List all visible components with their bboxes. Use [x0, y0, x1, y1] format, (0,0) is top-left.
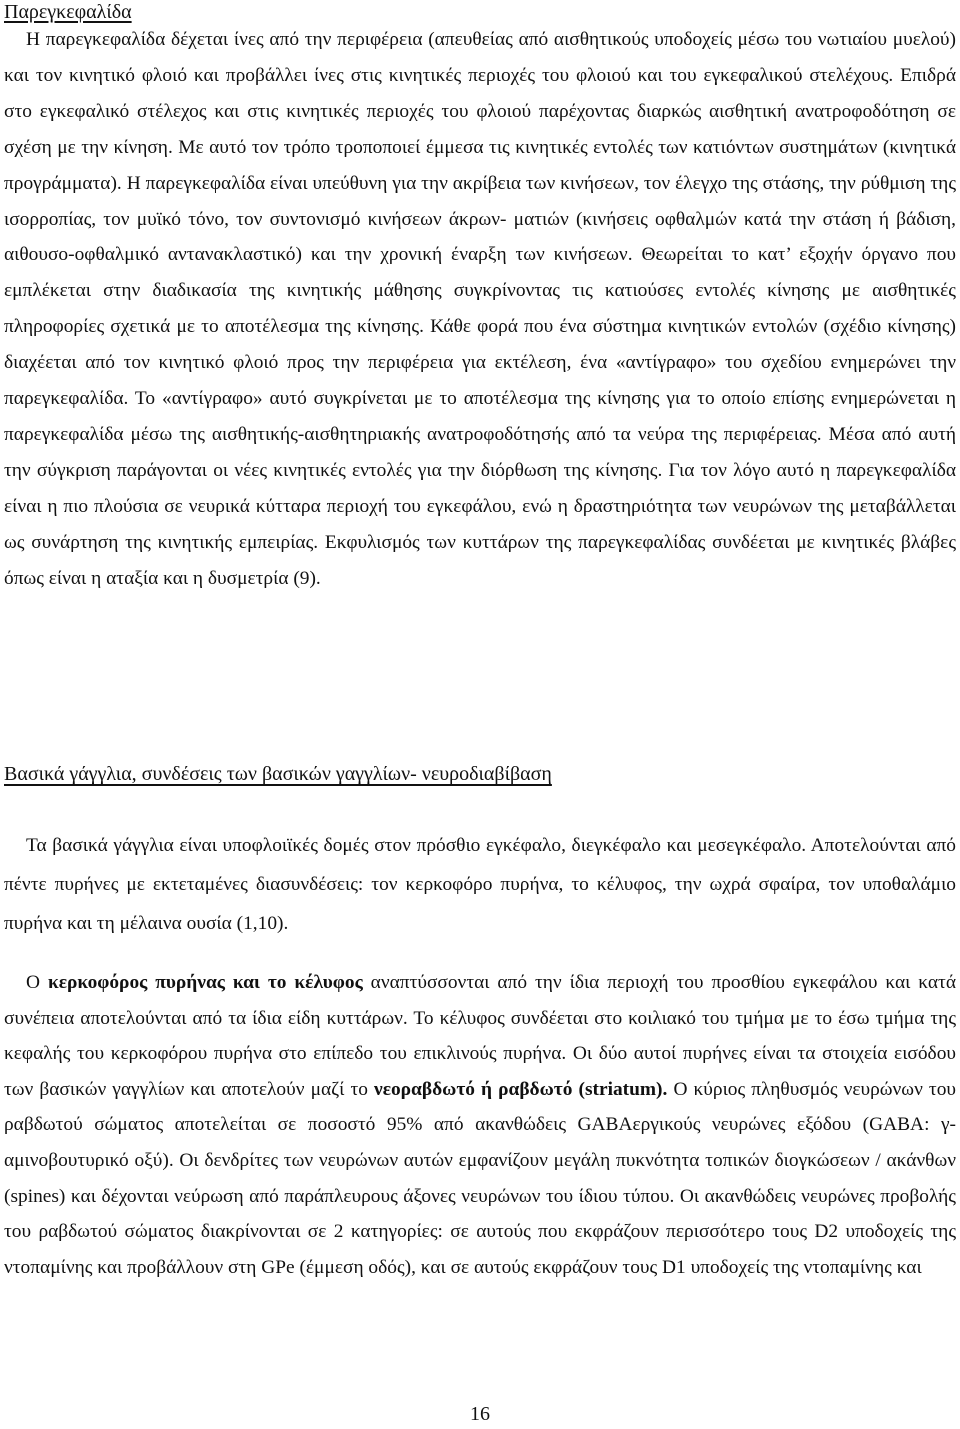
paragraph-striatum-text-1: Ο — [26, 972, 48, 993]
paragraph-basal-ganglia-intro: Τα βασικά γάγγλια είναι υποφλοιϊκές δομές στον πρόσθιο εγκέφαλο, διεγκέφαλο και μεσεγκέφαλο. Αποτελούνται από πέντε πυρήνες με εκτεταμένες διασυνδέσεις: τον κερκοφόρο πυρήνα, το κέλυφος, την ωχρά σφαίρα, τον υποθαλάμιο πυρήνα και τη μέλαινα ουσία (1,10). — [4, 835, 956, 935]
page-number: 16 — [470, 1403, 490, 1425]
paragraph-striatum — [4, 965, 956, 1285]
section-heading-cerebellum: Παρεγκεφαλίδα — [4, 1, 132, 23]
paragraph-striatum-text-3: Ο κύριος πληθυσμός νευρώνων του ραβδωτού σώματος αποτελείται σε ποσοστό 95% από ακανθώδεις GABAεργικούς νευρώνες εξόδου (GABA: γ-αμινοβουτυρικό οξύ). Οι δενδρίτες των νευρώνων αυτών εμφανίζουν μεγάλη πυκνότητα τοπικών διογκώσεων / ακάνθων (spines) και δέχονται νεύρωση από παράπλευρους άξονες νευρώνων του ίδιου τύπου. Οι ακανθώδεις νευρώνες προβολής του ραβδωτού σώματος διακρίνονται σε 2 κατηγορίες: σε αυτούς που εκφράζουν περισσότερο τους D2 υποδοχείς της ντοπαμίνης και προβάλλουν στη GPe (έμμεση οδός), και σε αυτούς εκφράζουν τους D1 υποδοχείς της ντοπαμίνης και — [4, 1078, 957, 1278]
bold-term-striatum: νεοραβδωτό ή ραβδωτό (striatum). — [374, 1078, 668, 1100]
section-heading-basal-ganglia: Βασικά γάγγλια, συνδέσεις των βασικών γαγγλίων- νευροδιαβίβαση — [4, 763, 552, 785]
paragraph-cerebellum: Η παρεγκεφαλίδα δέχεται ίνες από την περιφέρεια (απευθείας από αισθητικούς υποδοχείς μέσω του νωτιαίου μυελού) και τον κινητικό φλοιό και προβάλλει ίνες στις κινητικές περιοχές του φλοιού και του εγκεφαλικού στελέχους. Επιδρά στο εγκεφαλικό στέλεχος και στις κινητικές περιοχές του φλοιού παρέχοντας διαρκώς αισθητική ανατροφοδότηση σε σχέση με την κίνηση. Με αυτό τον τρόπο τροποποιεί έμμεσα τις κινητικές εντολές των κατιόντων συστημάτων (κινητικά προγράμματα). Η παρεγκεφαλίδα είναι υπεύθυνη για την ακρίβεια των κινήσεων, τον έλεγχο της στάσης, την ρύθμιση της ισορροπίας, τον μυϊκό τόνο, τον συντονισμό κινήσεων άκρων- ματιών (κινήσεις οφθαλμών κατά την στάση ή βάδιση, αιθουσο-οφθαλμικό αντανακλαστικό) και την χρονική έναρξη των κινήσεων. Θεωρείται το κατ’ εξοχήν όργανο που εμπλέκεται στην διαδικασία της κινητικής μάθησης συγκρίνοντας τις κατιούσες εντολές κίνησης με αισθητικές πληροφορίες σχετικά με το αποτέλεσμα της κίνησης. Κάθε φορά που ένα σύστημα κινητικών εντολών (σχέδιο κίνησης) διαχέεται από τον κινητικό φλοιό προς την περιφέρεια για εκτέλεση, ένα «αντίγραφο» του σχεδίου ενημερώνει την παρεγκεφαλίδα. Το «αντίγραφο» αυτό συγκρίνεται με το αποτέλεσμα της κίνησης για το οποίο επίσης ενημερώνεται η παρεγκεφαλίδα μέσω της αισθητικής-αισθητηριακής ανατροφοδότησής από τα νεύρα της περιφέρειας. Μέσα από αυτή την σύγκριση παράγονται οι νέες κινητικές εντολές για την διόρθωση της κίνησης. Για τον λόγο αυτό η παρεγκεφαλίδα είναι η πιο πλούσια σε νευρικά κύτταρα περιοχή του εγκεφάλου, ενώ η δραστηριότητα των νευρώνων της μεταβάλλεται ως συνάρτηση της κινητικής εμπειρίας. Εκφυλισμός των κυττάρων της παρεγκεφαλίδας συνδέεται με κινητικές βλάβες όπως είναι η αταξία και η δυσμετρία (9). — [4, 29, 956, 589]
paragraph-striatum-text-2: αναπτύσσονται από την ίδια περιοχή του προσθίου εγκεφάλου και κατά συνέπεια αποτελούνται από τα ίδια είδη κυττάρων. Το κέλυφος συνδέεται στο κοιλιακό του τμήμα με το έσω τμήμα της κεφαλής του κερκοφόρου πυρήνα στο επίπεδο του επικλινούς πυρήνα. Οι δύο αυτοί πυρήνες είναι τα στοιχεία εισόδου των βασικών γαγγλίων και αποτελούν μαζί το — [4, 972, 956, 1100]
bold-term-caudate-putamen: κερκοφόρος πυρήνας και το κέλυφος — [47, 972, 363, 993]
